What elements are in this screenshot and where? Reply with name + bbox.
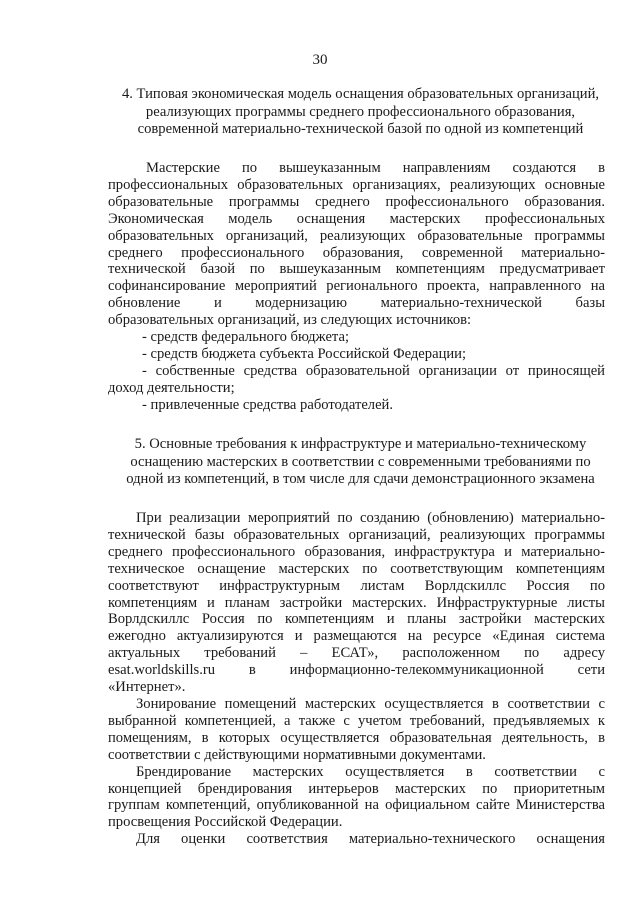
section-4-heading-line: 4. Типовая экономическая модель оснащения образовательных организаций, xyxy=(121,86,600,102)
list-item: - привлеченные средства работодателей. xyxy=(142,396,394,413)
paragraph-line: При реализации мероприятий по созданию (обновлению) материально- xyxy=(136,510,605,526)
paragraph-line: помещениям, в которых осуществляется образовательная деятельность, в xyxy=(108,729,605,746)
paragraph-line: просвещения Российской Федерации. xyxy=(108,814,343,831)
paragraph-line: соответствии с действующими нормативными документами. xyxy=(108,746,486,763)
paragraph-line: концепцией брендирования интерьеров мастерских по приоритетным xyxy=(108,780,605,797)
section-5-heading-line: оснащению мастерских в соответствии с современными требованиями по xyxy=(130,453,591,470)
section-4-heading-line: современной материально-технической базой по одной из компетенций xyxy=(137,121,584,137)
section-4-heading xyxy=(108,86,613,139)
paragraph-line: софинансирование мероприятий регионального проекта, направленного на xyxy=(108,278,605,295)
section-5-body xyxy=(108,510,605,848)
paragraph-line: Брендирование мастерских осуществляется в соответствии с xyxy=(136,763,605,780)
paragraph-line: Для оценки соответствия материально-технического оснащения xyxy=(136,831,605,848)
paragraph-line: среднего профессионального образования, инфраструктура и материально- xyxy=(108,543,605,560)
section-4-paragraph xyxy=(108,160,605,414)
paragraph-line: ежегодно актуализируются и размещаются на ресурсе «Единая система xyxy=(108,628,605,645)
page-number: 30 xyxy=(312,52,328,68)
paragraph-line: среднего профессионального образования, современной материально- xyxy=(108,244,605,261)
paragraph-line: группам компетенций, опубликованной на официальном сайте Министерства xyxy=(108,797,605,814)
paragraph-line: образовательных организаций, реализующих образовательные программы xyxy=(108,227,605,244)
list-item: доход деятельности; xyxy=(108,379,235,396)
paragraph-line: выбранной компетенцией, а также с учетом требований, предъявляемых к xyxy=(108,712,605,729)
paragraph-line: «Интернет». xyxy=(108,679,186,696)
paragraph-line: технической базой по вышеуказанным компетенциям предусматривает xyxy=(108,261,605,278)
paragraph-line: соответствуют инфраструктурным листам Ворлдскиллс Россия по xyxy=(108,577,605,594)
list-item: - средств федерального бюджета; xyxy=(142,329,350,346)
paragraph-line: техническое оснащение мастерских по соответствующим компетенциям xyxy=(108,560,605,577)
paragraph-line: обновление и модернизацию материально-технической базы xyxy=(108,295,605,312)
paragraph-line: профессиональных образовательных организациях, реализующих основные xyxy=(108,176,605,193)
list-item: - собственные средства образовательной организации от приносящей xyxy=(142,362,605,379)
list-item: - средств бюджета субъекта Российской Федерации; xyxy=(142,345,467,362)
paragraph-line: Экономическая модель оснащения мастерских профессиональных xyxy=(108,210,605,227)
section-5-heading-line: 5. Основные требования к инфраструктуре и материально-техническому xyxy=(134,436,587,452)
paragraph-line: Зонирование помещений мастерских осуществляется в соответствии с xyxy=(136,695,605,712)
paragraph-line: образовательных организаций, из следующих источников: xyxy=(108,312,472,329)
paragraph-line: Ворлдскиллс Россия по компетенциям и планы застройки мастерских xyxy=(108,611,605,628)
paragraph-line: Мастерские по вышеуказанным направлениям создаются в xyxy=(146,160,605,176)
paragraph-line: esat.worldskills.ru в информационно-телекоммуникационной сети xyxy=(108,662,605,679)
section-5-heading-line: одной из компетенций, в том числе для сдачи демонстрационного экзамена xyxy=(126,471,595,487)
paragraph-line: актуальных требований – ЕСАТ», расположенном по адресу xyxy=(108,645,605,662)
section-4-heading-line: реализующих программы среднего профессионального образования, xyxy=(145,103,576,120)
paragraph-line: компетенциям и планам застройки мастерских. Инфраструктурные листы xyxy=(108,594,605,611)
section-5-heading xyxy=(108,436,613,489)
paragraph-line: образовательные программы среднего профессионального образования. xyxy=(108,193,605,210)
paragraph-line: технической базы образовательных организаций, реализующих программы xyxy=(108,526,605,543)
